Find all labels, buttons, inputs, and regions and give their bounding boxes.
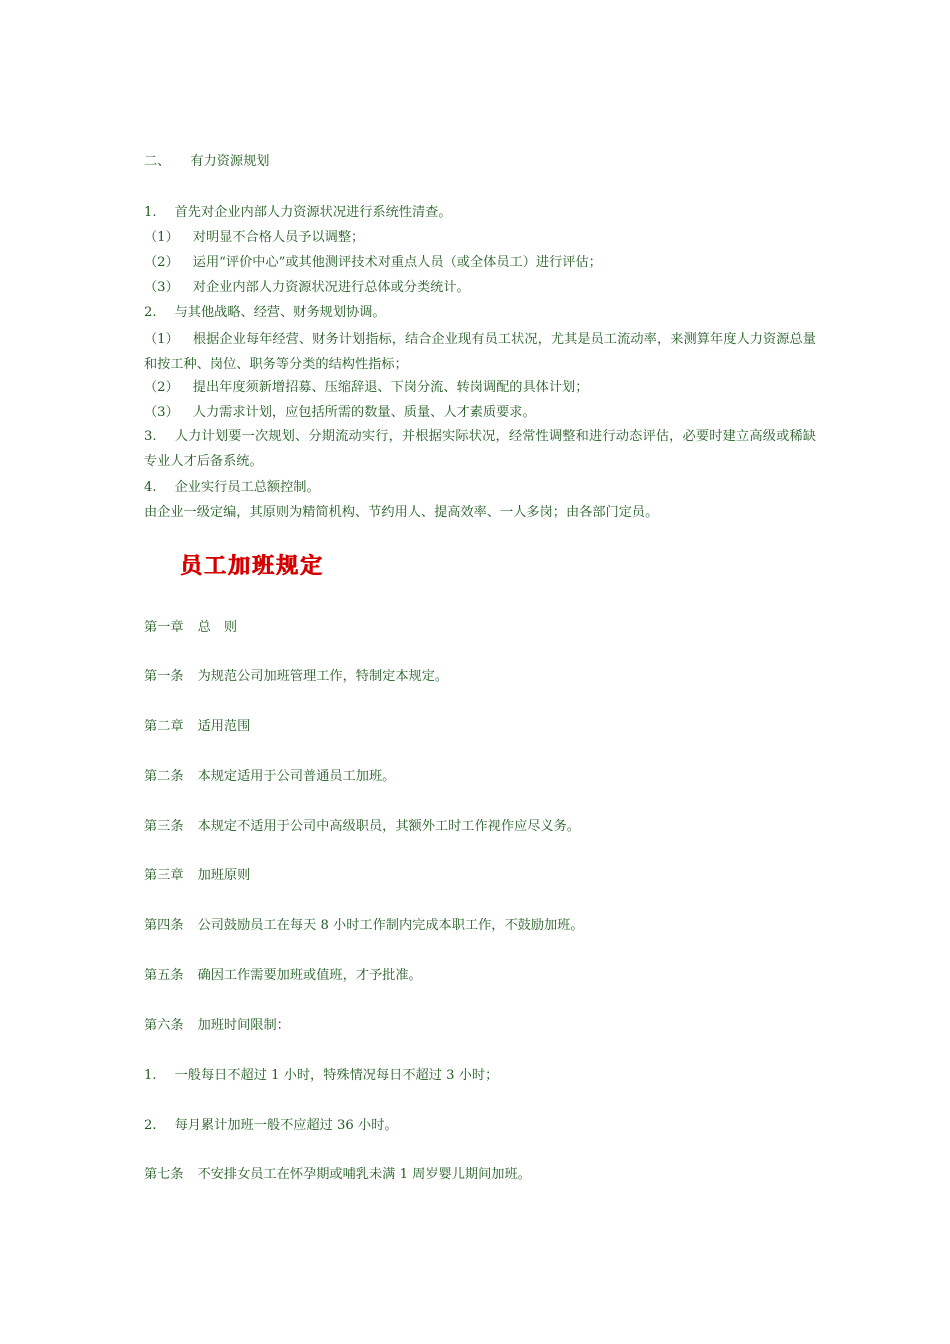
article-label: 第五条 xyxy=(144,968,184,983)
item-number: 4. xyxy=(144,480,157,495)
item-text: 一般每日不超过 1 小时，特殊情况每日不超过 3 小时； xyxy=(174,1068,499,1083)
item-text: 提出年度须新增招募、压缩辞退、下岗分流、转岗调配的具体计划； xyxy=(192,380,589,395)
article-text: 确因工作需要加班或值班，才予批准。 xyxy=(197,968,422,983)
article-7 xyxy=(144,1166,816,1184)
item-1 xyxy=(144,204,816,222)
item-number: 2. xyxy=(144,305,157,320)
item-number: 1. xyxy=(144,205,157,220)
chapter-3 xyxy=(144,867,816,885)
item-2-2 xyxy=(144,379,816,397)
article-text: 为规范公司加班管理工作，特制定本规定。 xyxy=(197,669,449,684)
chapter-text: 加班原则 xyxy=(197,868,251,883)
chapter-1 xyxy=(144,619,816,637)
item-text: 根据企业每年经营、财务计划指标，结合企业现有员工状况，尤其是员工流动率，来测算年度人力资源总量和按工种、岗位、职务等分类的结构性指标； xyxy=(144,332,816,372)
item-number: （3） xyxy=(144,405,179,420)
section-heading xyxy=(144,153,816,171)
item-1-3 xyxy=(144,279,816,297)
article-label: 第一条 xyxy=(144,669,184,684)
item-text: 人力需求计划，应包括所需的数量、质量、人才素质要求。 xyxy=(192,405,536,420)
item-4-note: 由企业一级定编，其原则为精简机构、节约用人、提高效率、一人多岗；由各部门定员。 xyxy=(144,505,659,520)
item-text: 对企业内部人力资源状况进行总体或分类统计。 xyxy=(192,280,470,295)
chapter-label: 第三章 xyxy=(144,868,184,883)
article-6-item-1 xyxy=(144,1067,816,1085)
item-number: （2） xyxy=(144,255,179,270)
section-number: 二、 xyxy=(144,154,171,169)
item-text: 首先对企业内部人力资源状况进行系统性清查。 xyxy=(174,205,452,220)
item-text: 每月累计加班一般不应超过 36 小时。 xyxy=(174,1118,398,1133)
article-3 xyxy=(144,818,816,836)
article-text: 不安排女员工在怀孕期或哺乳未满 1 周岁婴儿期间加班。 xyxy=(197,1167,531,1182)
item-text: 对明显不合格人员予以调整； xyxy=(192,230,365,245)
article-text: 公司鼓励员工在每天 8 小时工作制内完成本职工作，不鼓励加班。 xyxy=(197,918,584,933)
item-number: （1） xyxy=(144,332,179,347)
article-6 xyxy=(144,1017,816,1035)
item-1-1 xyxy=(144,229,816,247)
article-6-item-2 xyxy=(144,1117,816,1135)
article-text: 本规定不适用于公司中高级职员，其额外工时工作视作应尽义务。 xyxy=(197,819,580,834)
article-text: 本规定适用于公司普通员工加班。 xyxy=(197,769,396,784)
chapter-text: 总 则 xyxy=(197,620,238,635)
article-label: 第四条 xyxy=(144,918,184,933)
item-text: 企业实行员工总额控制。 xyxy=(174,480,320,495)
chapter-text: 适用范围 xyxy=(197,719,251,734)
article-label: 第七条 xyxy=(144,1167,184,1182)
item-number: 2. xyxy=(144,1118,157,1133)
item-text: 人力计划要一次规划、分期流动实行，并根据实际状况，经常性调整和进行动态评估，必要时建立高级或稀缺专业人才后备系统。 xyxy=(144,429,816,469)
article-text: 加班时间限制： xyxy=(197,1018,290,1033)
item-1-2 xyxy=(144,254,816,272)
chapter-label: 第一章 xyxy=(144,620,184,635)
article-5 xyxy=(144,967,816,985)
item-2-3 xyxy=(144,404,816,422)
item-number: 1. xyxy=(144,1068,157,1083)
article-label: 第二条 xyxy=(144,769,184,784)
item-number: （2） xyxy=(144,380,179,395)
item-3 xyxy=(144,425,816,474)
article-label: 第六条 xyxy=(144,1018,184,1033)
item-2-1 xyxy=(144,328,816,377)
article-1 xyxy=(144,668,816,686)
chapter-label: 第二章 xyxy=(144,719,184,734)
item-text: 与其他战略、经营、财务规划协调。 xyxy=(174,305,386,320)
chapter-2 xyxy=(144,718,816,736)
item-4 xyxy=(144,479,816,497)
regulation-title: 员工加班规定 xyxy=(180,554,325,579)
article-label: 第三条 xyxy=(144,819,184,834)
item-text: 运用“评价中心”或其他测评技术对重点人员（或全体员工）进行评估； xyxy=(192,255,602,270)
item-number: （3） xyxy=(144,280,179,295)
section-title: 有力资源规划 xyxy=(190,154,270,169)
article-2 xyxy=(144,768,816,786)
item-number: 3. xyxy=(144,429,157,444)
item-number: （1） xyxy=(144,230,179,245)
item-2 xyxy=(144,304,816,322)
article-4 xyxy=(144,917,816,935)
